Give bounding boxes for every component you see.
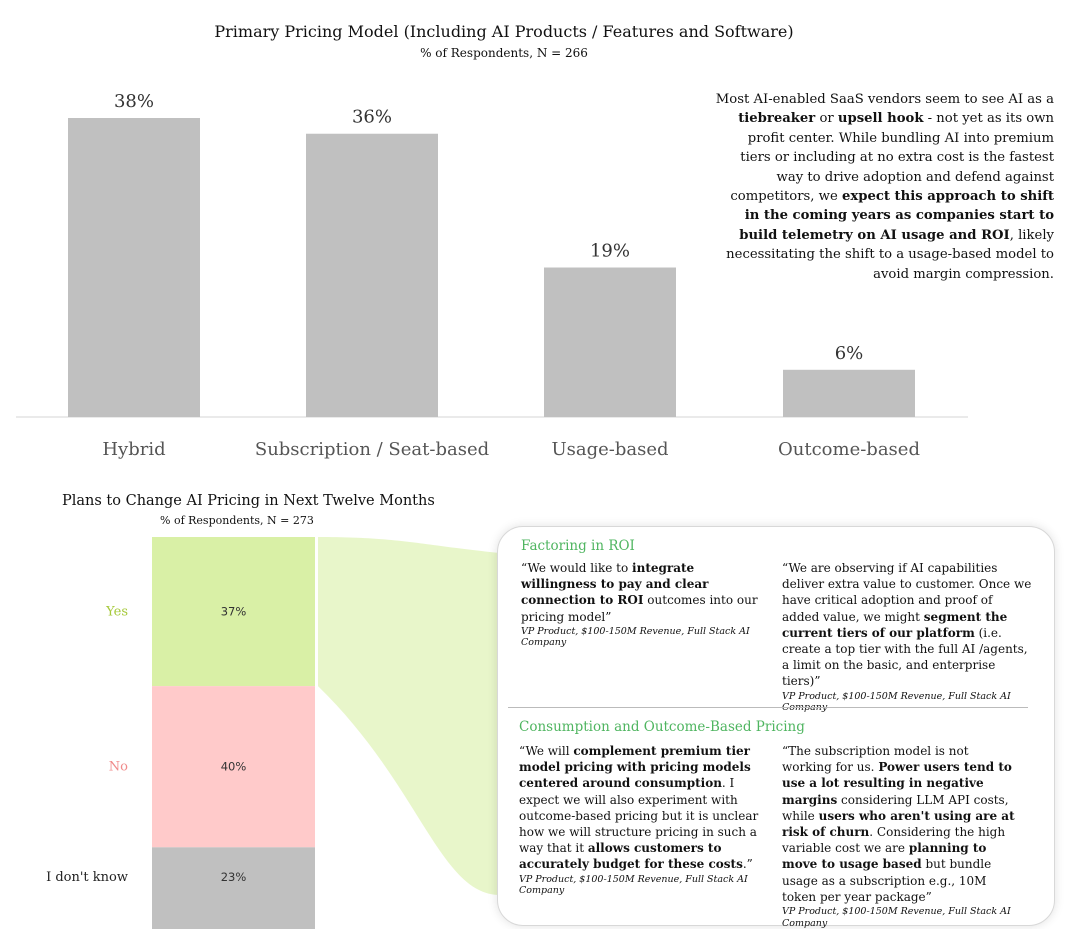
quote-text [519,744,758,871]
bar [544,268,676,418]
quote-card [519,743,769,897]
bold-text: segment the current tiers of our platform [782,609,1008,640]
bar [306,134,438,417]
bold-text: tiebreaker [738,111,816,127]
text-segment: outcomes into our pricing model” [521,593,758,624]
text-segment: but bundle usage as a subscription e.g., 10M token per year package” [782,857,992,904]
bold-text: integrate willingness to pay and clear connection to ROI [521,561,709,608]
bar [783,370,915,417]
bold-text: allows customers to accurately budget for these costs [519,841,743,872]
bold-text: complement premium tier model pricing with pricing models centered around consumption [519,744,751,791]
category-label: I don't know [46,870,128,885]
bold-text: users who aren't using are at risk of churn [782,808,1015,840]
section-title-roi: Factoring in ROI [521,538,635,554]
quote-card [782,743,1022,929]
data-label: 40% [220,759,247,774]
text-segment: (i.e. create a top tier with the full AI /agents, a limit on the basic, and enterprise tiers)” [782,625,1028,689]
text-segment: .” [742,857,753,872]
text-segment: Most AI-enabled SaaS vendors seem to see AI as a [715,92,1054,107]
bold-text: planning to move to usage based [782,841,987,872]
quote-attribution: VP Product, $100-150M Revenue, Full Stack AI Company [521,625,750,649]
x-tick-label: Usage-based [551,439,669,460]
quote-text [521,561,758,624]
text-segment: “We will [519,744,574,758]
x-tick-label: Subscription / Seat-based [254,439,490,460]
stacked-chart-subtitle: % of Respondents, N = 273 [160,514,314,527]
quote-attribution: VP Product, $100-150M Revenue, Full Stack AI Company [782,906,1011,929]
quote-attribution: VP Product, $100-150M Revenue, Full Stack AI Company [782,690,1011,714]
text-segment: - not yet as its own profit center. While bundling AI into premium tiers or including at no extra cost is the fastest way to drive adoption and defend against competitors, we [730,111,1054,205]
bar [68,118,200,417]
bold-text: Power users tend to use a lot resulting in negative margins [782,760,1012,807]
category-label: No [108,759,128,775]
quote-text [782,744,1015,904]
text-segment: “We are observing if AI capabilities deliver extra value to customer. Once we have critical adoption and proof of added value, we might [782,561,1032,624]
quote-card [782,560,1032,714]
callout-text [714,90,1054,284]
x-tick-label: Outcome-based [778,439,920,460]
text-segment: “We would like to [521,561,633,575]
data-label: 19% [589,240,631,262]
text-segment: . Considering the high variable cost we are [782,825,1006,856]
quotes-panel [497,526,1055,929]
quote-attribution: VP Product, $100-150M Revenue, Full Stack AI Company [519,873,748,897]
text-segment: or [815,111,838,127]
text-segment: considering LLM API costs, while [782,792,1009,823]
data-label: 36% [351,106,393,128]
category-label: Yes [106,604,128,620]
chart-title: Primary Pricing Model (Including AI Products / Features and Software) [214,22,794,41]
quote-card [521,560,761,649]
section-title-consumption: Consumption and Outcome-Based Pricing [519,719,805,735]
text-segment: . I expect we will also experiment with outcome-based pricing but it is unclear how we will structure pricing in such a way that it [519,776,759,856]
data-label: 37% [220,604,247,619]
chart-subtitle: % of Respondents, N = 266 [420,46,588,60]
pricing-change-stacked-chart [0,525,500,895]
stack-segment [152,847,315,929]
text-segment: “The subscription model is not working for us. [782,744,969,775]
section-divider [508,707,1028,708]
quote-text [782,561,1031,688]
text-segment: , likely necessitating the shift to a usage-based model to avoid margin compression. [726,227,1054,282]
stacked-chart-title: Plans to Change AI Pricing in Next Twelve Months [62,493,435,509]
x-tick-label: Hybrid [102,439,166,460]
flow-band [318,537,500,895]
bold-text: expect this approach to shift in the coming years as companies start to build telemetry on AI usage and ROI [739,189,1054,243]
data-label: 6% [834,342,864,364]
data-label: 23% [220,870,247,884]
bold-text: upsell hook [837,111,924,127]
data-label: 38% [113,91,155,112]
